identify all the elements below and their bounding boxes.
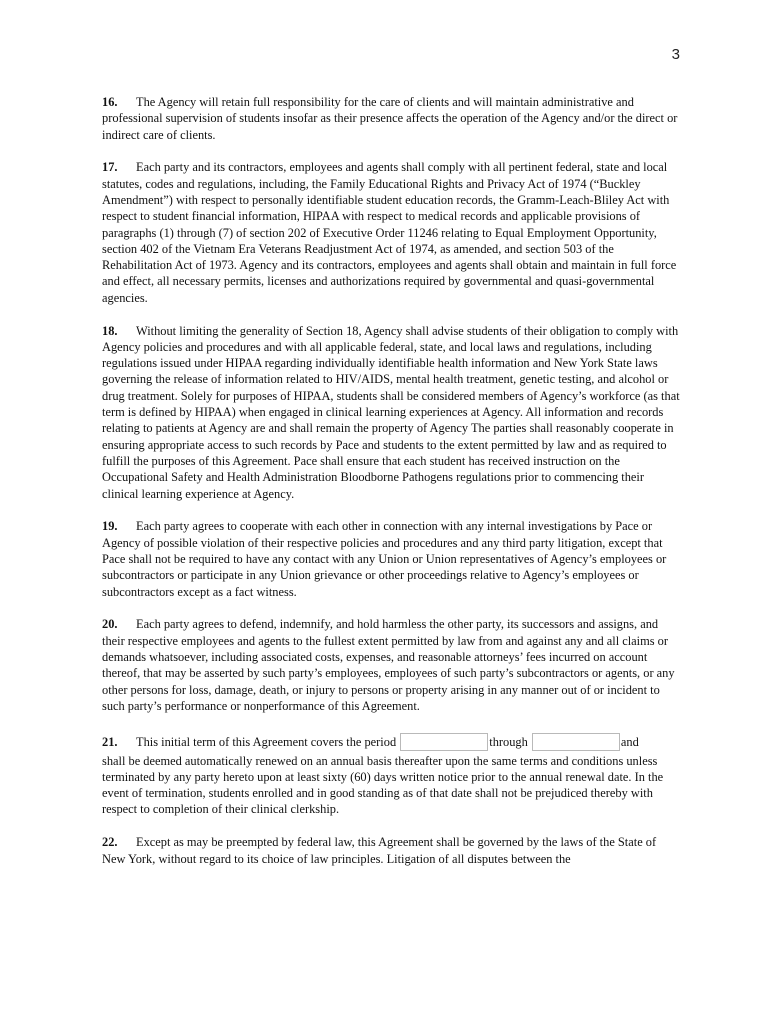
page-number: 3 [671, 46, 680, 63]
paragraph-18 [102, 323, 680, 502]
paragraph-text: and [620, 734, 639, 749]
paragraph-20 [102, 616, 680, 714]
paragraph-text: The Agency will retain full responsibility for the care of clients and will maintain administrative and professional supervision of students insofar as their presence affects the operation of the Agency and/or the direct or indirect care of clients. [102, 95, 678, 142]
paragraph-number: 21. [102, 734, 118, 749]
term-start-date-field[interactable] [400, 733, 488, 751]
paragraph-21 [102, 731, 680, 818]
term-end-date-field[interactable] [532, 733, 620, 751]
paragraph-19 [102, 518, 680, 599]
paragraph-number: 16. [102, 95, 118, 109]
paragraph-number: 22. [102, 835, 118, 850]
paragraph-17 [102, 159, 680, 306]
paragraph-text: Except as may be preempted by federal law, this Agreement shall be governed by the laws of the State of New York, without regard to its choice of law principles. Litigation of all disputes between the [102, 835, 657, 866]
paragraph-text: Without limiting the generality of Section 18, Agency shall advise students of their obligation to comply with Agency policies and procedures and with all applicable federal, state, and local laws and regulations, including regulations issued under HIPAA regarding individually identifiable health information and New York State laws governing the release of information related to HIV/AIDS, mental health treatment, genetic testing, and alcohol or drug treatment. Solely for purposes of HIPAA, students shall be considered members of Agency’s workforce (as that term is defined by HIPAA) when engaged in clinical learning experiences at Agency. All information and records relating to patients at Agency are and shall remain the property of Agency The parties shall reasonably cooperate in ensuring appropriate access to such records by Pace and students to the extent permitted by law and as required to fulfill the purposes of this Agreement. Pace shall ensure that each student has received instruction on the Occupational Safety and Health Administration Bloodborne Pathogens regulations prior to commencing their clinical learning experience at Agency. [102, 323, 680, 501]
paragraph-text: Each party agrees to defend, indemnify, and hold harmless the other party, its successors and assigns, and their respective employees and agents to the fullest extent permitted by law from and against any and all claims or demands whatsoever, including associated costs, expenses, and reasonable attorneys’ fees incurred on account thereof, that may be asserted by such party’s employees, employees of such party’s subcontractors or agents, or any other persons for loss, damage, death, or injury to persons or property arising in any manner out of or incident to such party’s performance or nonperformance of this Agreement. [102, 617, 675, 713]
paragraph-text: Each party and its contractors, employees and agents shall comply with all pertinent federal, state and local statutes, codes and regulations, including, the Family Educational Rights and Privacy Act of 1974 (“Buckley Amendment”) with respect to personally identifiable student education records, the Gramm-Leach-Bliley Act with respect to student financial information, HIPAA with respect to medical records and applicable provisions of paragraphs (1) through (7) of section 202 of Executive Order 11246 relating to Equal Employment Opportunity, section 402 of the Vietnam Era Veterans Readjustment Act of 1974, as amended, and section 503 of the Rehabilitation Act of 1973. Agency and its contractors, employees and agents shall obtain and maintain in full force and effect, all necessary permits, licenses and authorizations required by governmental and quasi-governmental agencies. [102, 160, 677, 305]
paragraph-16 [102, 94, 680, 143]
paragraph-21-first-line [102, 731, 680, 753]
paragraph-number: 18. [102, 323, 118, 338]
paragraph-number: 20. [102, 617, 118, 632]
paragraph-number: 17. [102, 160, 118, 175]
paragraph-22 [102, 834, 680, 867]
paragraph-text: Each party agrees to cooperate with each other in connection with any internal investigations by Pace or Agency of possible violation of their respective policies and procedures and any third party litigation, except that Pace shall not be required to have any contact with any Union or Union representatives of Agency’s employees or subcontractors or participate in any Union grievance or other proceedings relative to Agency’s employees or subcontractors except as a fact witness. [102, 519, 667, 599]
paragraph-text: shall be deemed automatically renewed on an annual basis thereafter upon the same terms and conditions unless terminated by any party hereto upon at least sixty (60) days written notice prior to the annual renewal date. In the event of termination, students enrolled and in good standing as of that date shall not be prejudiced thereby with respect to completion of their clinical clerkship. [102, 753, 664, 817]
paragraph-text: This initial term of this Agreement covers the period [136, 734, 397, 749]
paragraph-number: 19. [102, 519, 118, 534]
paragraph-text: through [489, 734, 528, 749]
document-body [102, 94, 680, 883]
